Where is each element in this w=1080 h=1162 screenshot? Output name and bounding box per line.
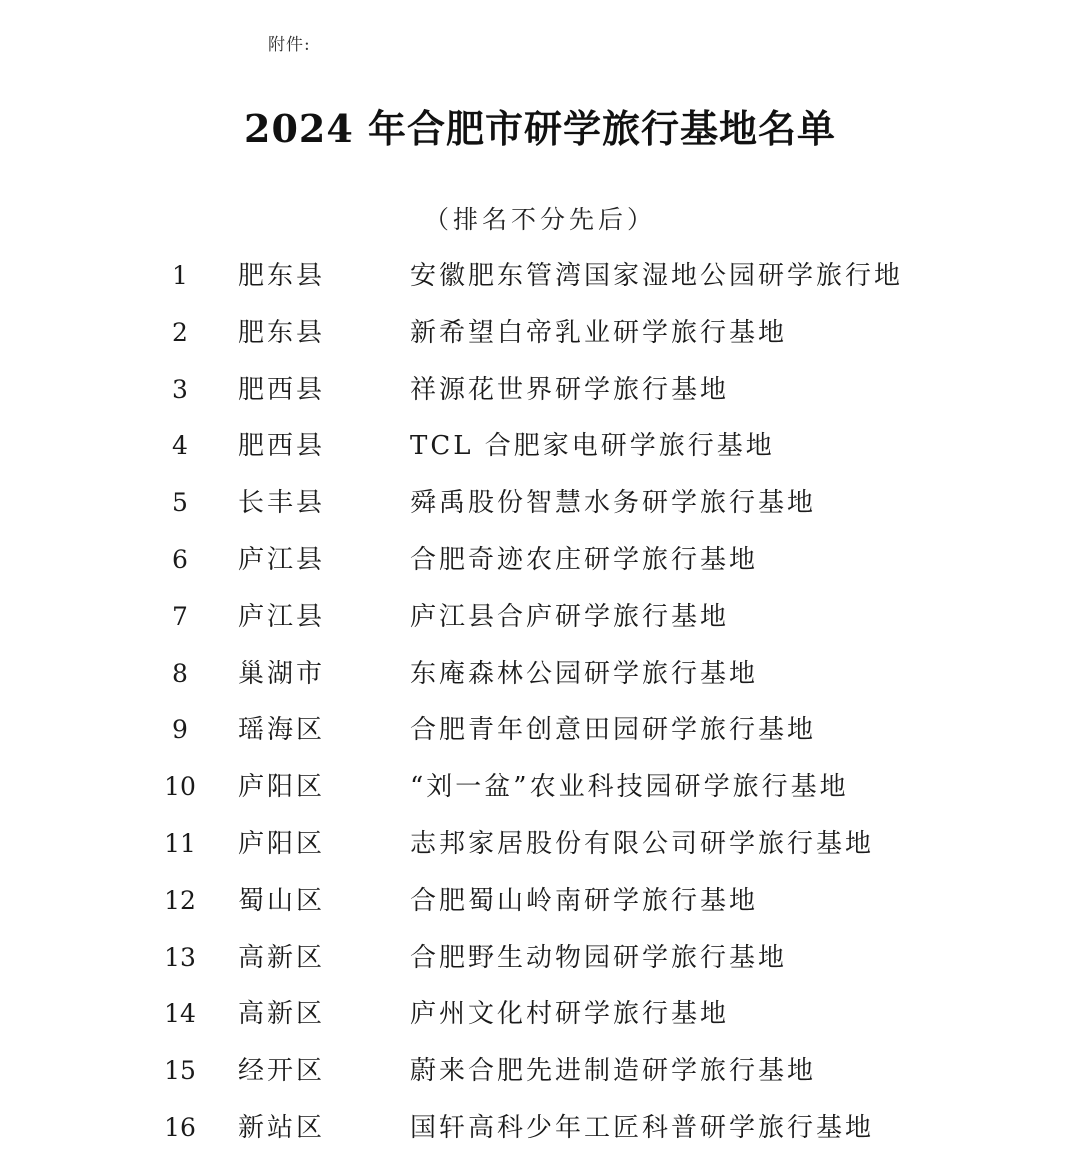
item-county: 新站区 bbox=[238, 1112, 326, 1143]
list-item bbox=[0, 1043, 1080, 1100]
attachment-label: 附件: bbox=[268, 35, 311, 55]
list-item bbox=[0, 986, 1080, 1043]
item-number: 10 bbox=[164, 772, 196, 802]
item-number: 8 bbox=[172, 658, 188, 688]
item-county: 庐阳区 bbox=[238, 828, 326, 859]
item-base-name: 舜禹股份智慧水务研学旅行基地 bbox=[410, 488, 817, 519]
item-base-name: 东庵森林公园研学旅行基地 bbox=[410, 658, 759, 689]
item-base-name: 庐州文化村研学旅行基地 bbox=[410, 999, 730, 1030]
item-base-name: 国轩高科少年工匠科普研学旅行基地 bbox=[410, 1112, 875, 1143]
list-item bbox=[0, 589, 1080, 646]
item-number: 4 bbox=[172, 431, 188, 461]
list-item bbox=[0, 873, 1080, 930]
item-county: 巢湖市 bbox=[238, 658, 326, 689]
list-item bbox=[0, 475, 1080, 532]
item-county: 高新区 bbox=[238, 999, 326, 1030]
item-base-name: 安徽肥东管湾国家湿地公园研学旅行地 bbox=[410, 261, 904, 291]
item-base-name: 合肥蜀山岭南研学旅行基地 bbox=[410, 885, 759, 916]
list-item bbox=[0, 1100, 1080, 1157]
item-county: 肥西县 bbox=[238, 431, 326, 462]
item-county: 庐江县 bbox=[238, 544, 326, 575]
item-number: 16 bbox=[164, 1112, 196, 1142]
item-number: 7 bbox=[172, 601, 188, 631]
item-county: 经开区 bbox=[238, 1056, 326, 1087]
ranking-note: （排名不分先后） bbox=[423, 205, 656, 234]
item-base-name: “刘一盆”农业科技园研学旅行基地 bbox=[410, 772, 849, 803]
item-base-name: 合肥青年创意田园研学旅行基地 bbox=[410, 715, 817, 746]
item-number: 15 bbox=[164, 1056, 196, 1086]
item-number: 3 bbox=[172, 374, 188, 404]
item-county: 瑶海区 bbox=[238, 715, 326, 746]
item-number: 9 bbox=[172, 715, 188, 745]
list-item bbox=[0, 646, 1080, 703]
item-base-name: 志邦家居股份有限公司研学旅行基地 bbox=[410, 828, 875, 859]
item-number: 14 bbox=[164, 999, 196, 1029]
item-number: 12 bbox=[164, 885, 196, 915]
item-number: 11 bbox=[164, 828, 196, 858]
list-item bbox=[0, 362, 1080, 419]
item-base-name: TCL 合肥家电研学旅行基地 bbox=[410, 431, 775, 462]
list-item bbox=[0, 248, 1080, 305]
item-county: 高新区 bbox=[238, 942, 326, 973]
item-base-name: 合肥奇迹农庄研学旅行基地 bbox=[410, 544, 759, 575]
item-county: 庐阳区 bbox=[238, 772, 326, 803]
item-county: 庐江县 bbox=[238, 601, 326, 632]
item-base-name: 蔚来合肥先进制造研学旅行基地 bbox=[410, 1056, 817, 1087]
item-base-name: 新希望白帝乳业研学旅行基地 bbox=[410, 317, 788, 348]
list-item bbox=[0, 759, 1080, 816]
list-item bbox=[0, 305, 1080, 362]
list-item bbox=[0, 532, 1080, 589]
item-county: 长丰县 bbox=[238, 488, 326, 519]
item-number: 13 bbox=[164, 942, 196, 972]
list-item bbox=[0, 418, 1080, 475]
item-county: 蜀山区 bbox=[238, 885, 326, 916]
item-number: 1 bbox=[172, 261, 188, 290]
item-base-name: 祥源花世界研学旅行基地 bbox=[410, 374, 730, 405]
item-base-name: 庐江县合庐研学旅行基地 bbox=[410, 601, 730, 632]
list-item bbox=[0, 930, 1080, 987]
item-number: 5 bbox=[172, 488, 188, 518]
item-base-name: 合肥野生动物园研学旅行基地 bbox=[410, 942, 788, 973]
item-county: 肥东县 bbox=[238, 317, 326, 348]
page-title: 2024 年合肥市研学旅行基地名单 bbox=[244, 106, 836, 151]
item-county: 肥西县 bbox=[238, 374, 326, 405]
list-item bbox=[0, 816, 1080, 873]
base-list bbox=[0, 248, 1080, 1157]
item-number: 6 bbox=[172, 544, 188, 574]
item-county: 肥东县 bbox=[238, 261, 326, 291]
list-item bbox=[0, 702, 1080, 759]
item-number: 2 bbox=[172, 317, 188, 347]
